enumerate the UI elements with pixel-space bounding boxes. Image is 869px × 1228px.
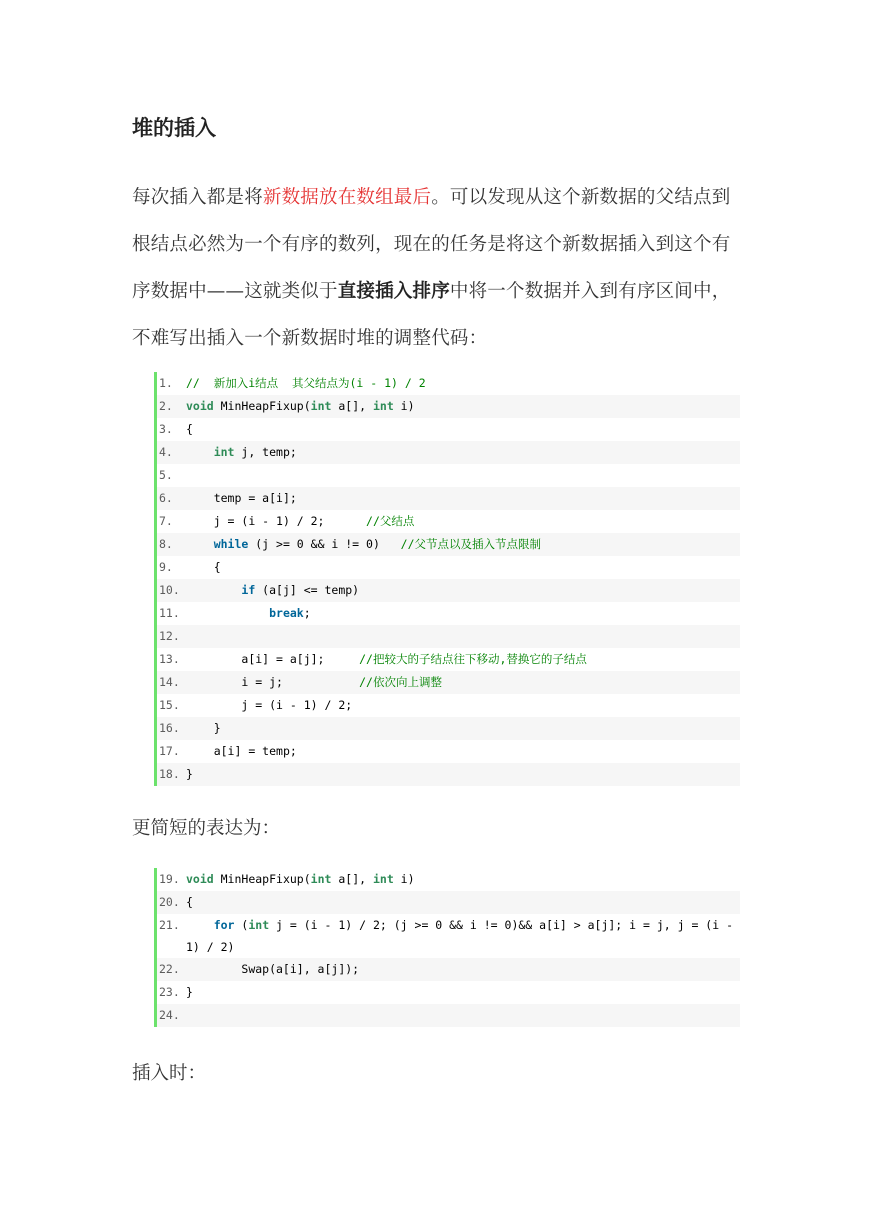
code-text [186,958,740,981]
code-line [157,891,740,914]
code-text [186,671,740,694]
line-number: 24. [159,1008,180,1022]
code-token [186,918,214,932]
code-token: i = j; [186,675,360,689]
code-token: i) [393,399,415,413]
code-line [157,981,740,1004]
code-token: j, temp; [234,445,297,459]
code-block-short [154,868,740,1027]
code-text [186,914,740,958]
code-keyword: int [372,872,394,886]
intro-text-1: 每次插入都是将 [132,187,263,208]
line-number: 3. [159,422,173,436]
code-text [186,556,740,579]
code-text [186,717,740,740]
code-text [186,579,740,602]
code-comment: //依次向上调整 [359,675,442,689]
line-number: 7. [159,514,173,528]
code-token: j = (i - 1) / 2; (j >= 0 && i != 0)&& a[i] > a[j]; i = j, j = (i - 1) / 2) [186,918,740,954]
code-token: (j >= 0 && i != 0) [248,537,401,551]
code-keyword: int [372,399,394,413]
code-line [157,602,740,625]
line-number: 6. [159,491,173,505]
code-token: a[], [331,399,373,413]
line-number: 9. [159,560,173,574]
code-block-full [154,372,740,786]
code-keyword: for [213,918,235,932]
intro-bold-term: 直接插入排序 [337,281,450,302]
code-line [157,671,740,694]
code-keyword: void [186,872,214,886]
code-token: ; [303,606,311,620]
line-number: 15. [159,698,180,712]
code-token [186,445,214,459]
code-token [186,583,241,597]
line-number: 13. [159,652,180,666]
shorter-label: 更简短的表达为： [132,818,281,839]
code-text [186,625,740,648]
code-text [186,981,740,1004]
code-comment: //父节点以及插入节点限制 [400,537,542,551]
code-text [186,533,740,556]
code-token: a[i] = temp; [186,744,297,758]
code-line [157,533,740,556]
code-keyword: int [310,872,332,886]
code-comment: //父结点 [366,514,415,528]
intro-text-3: 中将一个数据并入到有序区间中，不难写出插入一个新数据时堆的调整代码： [132,281,731,349]
code-comment: //把较大的子结点往下移动,替换它的子结点 [359,652,587,666]
code-line [157,625,740,648]
line-number: 19. [159,872,180,886]
line-number: 23. [159,985,180,999]
code-keyword: while [213,537,249,551]
code-token: (a[j] <= temp) [255,583,360,597]
code-line [157,694,740,717]
code-token: } [186,767,193,781]
code-line [157,740,740,763]
intro-paragraph [132,174,744,362]
code-token: } [186,985,193,999]
code-comment: // 新加入i结点 其父结点为(i - 1) / 2 [186,376,426,390]
line-number: 4. [159,445,173,459]
code-line [157,395,740,418]
code-keyword: int [213,445,235,459]
code-token: ( [234,918,249,932]
line-number: 2. [159,399,173,413]
code-text [186,464,740,487]
line-number: 11. [159,606,180,620]
code-token [186,606,269,620]
code-text [186,740,740,763]
code-token: temp = a[i]; [186,491,297,505]
code-line [157,763,740,786]
line-number: 20. [159,895,180,909]
code-token: { [186,422,193,436]
line-number: 17. [159,744,180,758]
code-line [157,487,740,510]
code-text [186,648,740,671]
line-number: 5. [159,468,173,482]
code-text [186,510,740,533]
code-text [186,694,740,717]
intro-text-2: 。可以发现从这个新数据的父结点到根结点必然为一个有序的数列，现在的任务是将这个新数据插入到这个有序数据中——这就类似于 [132,187,731,302]
line-number: 14. [159,675,180,689]
code-text [186,418,740,441]
code-token: Swap(a[i], a[j]); [186,962,360,976]
code-token [186,537,214,551]
code-text [186,763,740,786]
code-keyword: break [269,606,304,620]
insert-label: 插入时： [132,1063,207,1084]
line-number: 21. [159,918,180,932]
line-number: 18. [159,767,180,781]
code-line [157,556,740,579]
code-text [186,441,740,464]
code-text [186,487,740,510]
code-token: MinHeapFixup( [213,399,311,413]
code-token: MinHeapFixup( [213,872,311,886]
code-line [157,441,740,464]
line-number: 16. [159,721,180,735]
code-text [186,1004,740,1027]
line-number: 12. [159,629,180,643]
code-line [157,958,740,981]
code-token: } [186,721,221,735]
code-line [157,717,740,740]
code-line [157,372,740,395]
line-number: 22. [159,962,180,976]
code-keyword: int [310,399,332,413]
code-token: j = (i - 1) / 2; [186,698,353,712]
code-line [157,868,740,891]
code-token: i) [393,872,415,886]
section-heading: 堆的插入 [132,116,216,140]
line-number: 1. [159,376,173,390]
code-line [157,914,740,958]
code-token: a[], [331,872,373,886]
code-line [157,418,740,441]
line-number: 10. [159,583,180,597]
code-line [157,579,740,602]
code-line [157,648,740,671]
code-keyword: void [186,399,214,413]
code-token: { [186,560,221,574]
intro-highlight-red: 新数据放在数组最后 [262,187,432,208]
line-number: 8. [159,537,173,551]
code-text [186,395,740,418]
code-line [157,464,740,487]
code-token: a[i] = a[j]; [186,652,360,666]
code-text [186,891,740,914]
code-keyword: int [248,918,270,932]
code-line [157,510,740,533]
code-text [186,868,740,891]
code-keyword: if [241,583,256,597]
code-line [157,1004,740,1027]
code-token: j = (i - 1) / 2; [186,514,367,528]
code-text [186,602,740,625]
code-token: { [186,895,193,909]
code-text [186,372,740,395]
